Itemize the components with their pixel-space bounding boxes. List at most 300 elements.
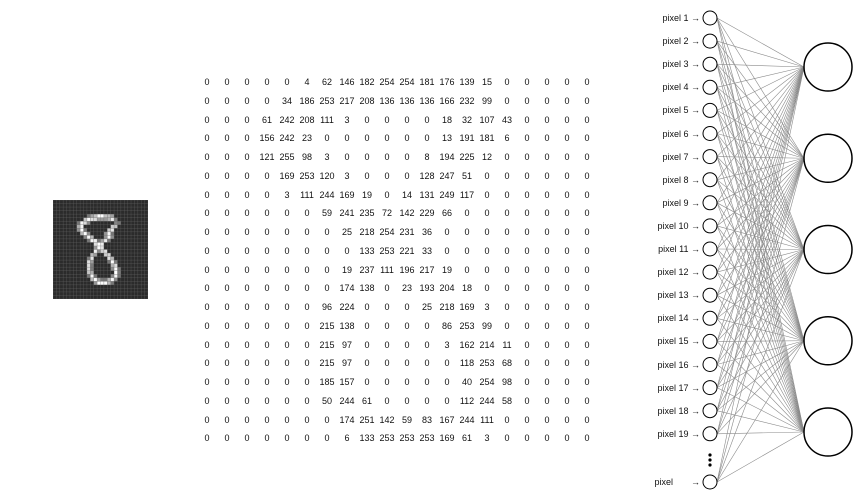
matrix-cell: 0 — [364, 339, 370, 350]
input-node — [703, 404, 717, 418]
matrix-cell: 0 — [324, 283, 330, 294]
matrix-cell: 0 — [524, 114, 530, 125]
matrix-cell: 0 — [524, 245, 530, 256]
matrix-cell: 0 — [404, 114, 410, 125]
hidden-node — [804, 134, 852, 182]
matrix-cell: 0 — [224, 377, 230, 387]
matrix-cell: 0 — [444, 358, 450, 369]
matrix-cell: 0 — [484, 245, 490, 256]
matrix-cell: 0 — [344, 133, 350, 144]
matrix-cell: 0 — [304, 283, 310, 294]
matrix-cell: 61 — [361, 395, 372, 406]
matrix-cell: 0 — [324, 133, 330, 144]
matrix-cell: 0 — [564, 433, 570, 444]
matrix-cell: 0 — [524, 414, 530, 425]
matrix-cell: 8 — [424, 152, 430, 162]
matrix-cell: 0 — [264, 283, 270, 294]
matrix-cell: 0 — [324, 227, 330, 237]
matrix-cell: 0 — [564, 358, 570, 369]
matrix-cell: 120 — [319, 170, 335, 181]
matrix-cell: 255 — [279, 152, 295, 162]
matrix-cell: 0 — [204, 339, 210, 350]
matrix-cell: 0 — [364, 114, 370, 125]
matrix-cell: 0 — [244, 133, 250, 144]
matrix-cell: 0 — [244, 77, 250, 87]
matrix-cell: 0 — [284, 377, 290, 387]
matrix-cell: 0 — [264, 339, 270, 350]
matrix-cell: 0 — [564, 377, 570, 387]
input-node — [703, 288, 717, 302]
matrix-cell: 0 — [504, 264, 510, 275]
matrix-cell: 244 — [459, 414, 475, 425]
matrix-cell: 0 — [264, 245, 270, 256]
matrix-cell: 0 — [204, 77, 210, 87]
matrix-cell: 33 — [421, 245, 432, 256]
matrix-cell: 0 — [224, 320, 230, 331]
matrix-cell: 3 — [484, 433, 490, 444]
matrix-cell: 0 — [224, 170, 230, 181]
matrix-cell: 169 — [439, 433, 455, 444]
matrix-cell: 0 — [224, 414, 230, 425]
matrix-cell: 0 — [524, 264, 530, 275]
matrix-cell: 111 — [320, 114, 334, 125]
matrix-cell: 0 — [264, 414, 270, 425]
connection-edge — [717, 67, 804, 388]
matrix-cell: 254 — [479, 377, 495, 387]
matrix-cell: 249 — [439, 189, 455, 200]
matrix-cell: 142 — [399, 208, 415, 219]
matrix-cell: 0 — [504, 152, 510, 162]
matrix-cell: 0 — [484, 208, 490, 219]
matrix-cell: 242 — [279, 133, 295, 144]
input-node-label: pixel 3 → — [662, 59, 700, 70]
matrix-cell: 0 — [484, 264, 490, 275]
matrix-cell: 0 — [584, 283, 590, 294]
input-node-label: pixel 10 → — [657, 220, 700, 231]
matrix-cell: 128 — [419, 170, 435, 181]
matrix-cell: 217 — [419, 264, 435, 275]
matrix-cell: 0 — [284, 302, 290, 312]
matrix-cell: 0 — [364, 302, 370, 312]
matrix-cell: 0 — [564, 264, 570, 275]
matrix-cell: 169 — [459, 302, 475, 312]
matrix-cell: 0 — [224, 227, 230, 237]
matrix-cell: 174 — [339, 414, 355, 425]
matrix-cell: 0 — [424, 377, 430, 387]
matrix-cell: 0 — [504, 283, 510, 294]
matrix-cell: 0 — [484, 227, 490, 237]
matrix-cell: 182 — [359, 77, 375, 87]
matrix-cell: 0 — [204, 189, 210, 200]
matrix-cell: 0 — [524, 170, 530, 181]
matrix-cell: 0 — [284, 358, 290, 369]
matrix-cell: 0 — [564, 208, 570, 219]
matrix-cell: 3 — [324, 152, 330, 162]
matrix-cell: 0 — [444, 377, 450, 387]
matrix-cell: 0 — [264, 358, 270, 369]
input-node-label: pixel 9 → — [662, 197, 700, 208]
matrix-cell: 96 — [321, 302, 332, 312]
matrix-cell: 0 — [264, 395, 270, 406]
matrix-cell: 0 — [424, 320, 430, 331]
matrix-cell: 0 — [324, 433, 330, 444]
matrix-cell: 98 — [501, 377, 512, 387]
matrix-cell: 253 — [299, 170, 315, 181]
connection-edge — [717, 318, 804, 432]
matrix-cell: 0 — [544, 302, 550, 312]
matrix-cell: 208 — [359, 95, 375, 106]
matrix-cell: 0 — [524, 320, 530, 331]
matrix-cell: 0 — [364, 170, 370, 181]
connection-edge — [717, 41, 804, 67]
matrix-cell: 0 — [544, 377, 550, 387]
matrix-cell: 0 — [584, 358, 590, 369]
matrix-cell: 157 — [339, 377, 355, 387]
matrix-cell: 0 — [244, 227, 250, 237]
matrix-cell: 0 — [584, 395, 590, 406]
matrix-cell: 0 — [564, 227, 570, 237]
matrix-cell: 136 — [379, 95, 395, 106]
matrix-cell: 0 — [584, 245, 590, 256]
matrix-cell: 242 — [279, 114, 295, 125]
matrix-cell: 0 — [564, 302, 570, 312]
matrix-cell: 0 — [284, 77, 290, 87]
matrix-cell: 0 — [204, 95, 210, 106]
matrix-cell: 0 — [244, 339, 250, 350]
matrix-cell: 111 — [300, 189, 314, 200]
matrix-cell: 0 — [204, 395, 210, 406]
matrix-cell: 0 — [504, 320, 510, 331]
matrix-cell: 0 — [504, 245, 510, 256]
matrix-cell: 59 — [321, 208, 332, 219]
matrix-cell: 0 — [404, 133, 410, 144]
matrix-cell: 0 — [384, 358, 390, 369]
matrix-cell: 0 — [244, 377, 250, 387]
matrix-cell: 0 — [264, 433, 270, 444]
matrix-cell: 0 — [344, 152, 350, 162]
matrix-cell: 229 — [419, 208, 435, 219]
input-node — [703, 127, 717, 141]
matrix-cell: 194 — [439, 152, 455, 162]
matrix-cell: 0 — [324, 414, 330, 425]
connection-edge — [717, 203, 804, 250]
matrix-cell: 215 — [319, 339, 335, 350]
matrix-cell: 0 — [524, 358, 530, 369]
matrix-cell: 0 — [224, 395, 230, 406]
matrix-cell: 0 — [224, 302, 230, 312]
matrix-cell: 112 — [459, 395, 475, 406]
matrix-cell: 0 — [204, 152, 210, 162]
matrix-cell: 138 — [359, 283, 375, 294]
matrix-cell: 253 — [479, 358, 495, 369]
matrix-cell: 61 — [461, 433, 472, 444]
matrix-cell: 232 — [459, 95, 475, 106]
matrix-cell: 0 — [384, 339, 390, 350]
matrix-cell: 0 — [324, 245, 330, 256]
matrix-cell: 58 — [501, 395, 512, 406]
matrix-cell: 0 — [404, 302, 410, 312]
matrix-cell: 181 — [419, 77, 435, 87]
matrix-cell: 0 — [564, 395, 570, 406]
matrix-cell: 0 — [224, 264, 230, 275]
matrix-cell: 0 — [384, 377, 390, 387]
matrix-cell: 19 — [361, 189, 372, 200]
input-node-label: pixel 15 → — [657, 336, 700, 347]
matrix-cell: 0 — [484, 283, 490, 294]
matrix-cell: 0 — [244, 245, 250, 256]
input-node — [703, 265, 717, 279]
matrix-cell: 0 — [524, 302, 530, 312]
matrix-cell: 0 — [224, 339, 230, 350]
matrix-cell: 0 — [264, 302, 270, 312]
matrix-cell: 237 — [359, 264, 375, 275]
matrix-cell: 0 — [544, 77, 550, 87]
matrix-cell: 0 — [244, 264, 250, 275]
matrix-cell: 0 — [564, 414, 570, 425]
matrix-cell: 0 — [544, 395, 550, 406]
matrix-cell: 0 — [364, 133, 370, 144]
matrix-cell: 0 — [404, 170, 410, 181]
input-node — [703, 219, 717, 233]
matrix-cell: 0 — [364, 358, 370, 369]
ellipsis-dot — [708, 453, 711, 456]
matrix-cell: 0 — [544, 152, 550, 162]
input-node — [703, 242, 717, 256]
matrix-cell: 117 — [459, 189, 475, 200]
input-node — [703, 150, 717, 164]
hidden-node — [804, 408, 852, 456]
matrix-cell: 0 — [244, 414, 250, 425]
matrix-cell: 133 — [359, 433, 375, 444]
matrix-cell: 0 — [544, 283, 550, 294]
connection-edge — [717, 411, 804, 432]
matrix-cell: 0 — [564, 189, 570, 200]
connection-edge — [717, 157, 804, 341]
matrix-cell: 0 — [524, 227, 530, 237]
matrix-cell: 0 — [284, 433, 290, 444]
matrix-cell: 218 — [359, 227, 375, 237]
matrix-cell: 186 — [299, 95, 315, 106]
input-node-label: pixel 2 → — [662, 36, 700, 47]
matrix-cell: 136 — [419, 95, 435, 106]
matrix-cell: 0 — [224, 245, 230, 256]
matrix-cell: 0 — [244, 433, 250, 444]
matrix-cell: 0 — [464, 227, 470, 237]
matrix-cell: 86 — [441, 320, 452, 331]
matrix-cell: 0 — [404, 395, 410, 406]
matrix-cell: 0 — [264, 208, 270, 219]
matrix-cell: 0 — [304, 264, 310, 275]
matrix-cell: 138 — [339, 320, 355, 331]
matrix-cell: 0 — [304, 377, 310, 387]
matrix-cell: 0 — [244, 320, 250, 331]
matrix-cell: 0 — [584, 133, 590, 144]
matrix-cell: 0 — [224, 189, 230, 200]
matrix-cell: 0 — [304, 339, 310, 350]
input-node-label: pixel 1 → — [662, 13, 700, 23]
matrix-cell: 169 — [339, 189, 355, 200]
matrix-cell: 218 — [439, 302, 455, 312]
matrix-cell: 0 — [504, 414, 510, 425]
matrix-cell: 0 — [584, 377, 590, 387]
matrix-cell: 0 — [204, 377, 210, 387]
matrix-cell: 3 — [484, 302, 490, 312]
matrix-cell: 0 — [384, 133, 390, 144]
matrix-cell: 3 — [284, 189, 290, 200]
matrix-cell: 0 — [204, 170, 210, 181]
input-node — [703, 427, 717, 441]
matrix-cell: 0 — [484, 189, 490, 200]
matrix-cell: 0 — [224, 152, 230, 162]
matrix-cell: 0 — [304, 414, 310, 425]
matrix-cell: 131 — [419, 189, 435, 200]
matrix-cell: 0 — [464, 245, 470, 256]
matrix-cell: 0 — [424, 133, 430, 144]
matrix-cell: 99 — [481, 95, 492, 106]
matrix-cell: 0 — [264, 227, 270, 237]
matrix-cell: 0 — [244, 208, 250, 219]
matrix-cell: 18 — [461, 283, 472, 294]
matrix-cell: 0 — [264, 264, 270, 275]
network-edges — [717, 18, 804, 482]
matrix-cell: 0 — [504, 95, 510, 106]
matrix-cell: 118 — [459, 358, 475, 369]
matrix-cell: 0 — [404, 152, 410, 162]
matrix-cell: 13 — [441, 133, 452, 144]
input-node-label: pixel → — [654, 477, 700, 487]
matrix-cell: 0 — [304, 245, 310, 256]
matrix-cell: 217 — [339, 95, 355, 106]
matrix-cell: 0 — [504, 170, 510, 181]
matrix-cell: 111 — [480, 414, 494, 425]
matrix-cell: 50 — [321, 395, 332, 406]
matrix-cell: 0 — [384, 395, 390, 406]
matrix-cell: 40 — [461, 377, 472, 387]
matrix-cell: 72 — [381, 208, 392, 219]
matrix-cell: 23 — [301, 133, 312, 144]
input-node — [703, 57, 717, 71]
matrix-cell: 4 — [304, 77, 310, 87]
matrix-cell: 0 — [244, 170, 250, 181]
connection-edge — [717, 432, 804, 482]
matrix-cell: 253 — [379, 433, 395, 444]
matrix-cell: 0 — [504, 302, 510, 312]
connection-edge — [717, 18, 804, 67]
matrix-cell: 0 — [244, 283, 250, 294]
matrix-cell: 0 — [584, 339, 590, 350]
matrix-cell: 0 — [284, 227, 290, 237]
matrix-cell: 0 — [444, 245, 450, 256]
matrix-cell: 253 — [459, 320, 475, 331]
hidden-node — [804, 226, 852, 274]
matrix-cell: 107 — [479, 114, 495, 125]
matrix-cell: 0 — [284, 414, 290, 425]
matrix-cell: 0 — [384, 189, 390, 200]
matrix-cell: 0 — [564, 245, 570, 256]
matrix-cell: 0 — [204, 414, 210, 425]
matrix-cell: 12 — [481, 152, 492, 162]
matrix-cell: 0 — [544, 208, 550, 219]
matrix-cell: 231 — [399, 227, 415, 237]
matrix-cell: 0 — [244, 152, 250, 162]
matrix-cell: 0 — [304, 208, 310, 219]
input-node — [703, 34, 717, 48]
matrix-cell: 0 — [524, 152, 530, 162]
matrix-cell: 0 — [384, 114, 390, 125]
input-node-label: pixel 7 → — [662, 151, 700, 162]
matrix-cell: 99 — [481, 320, 492, 331]
matrix-cell: 0 — [444, 395, 450, 406]
matrix-cell: 0 — [264, 170, 270, 181]
matrix-cell: 0 — [504, 227, 510, 237]
matrix-cell: 3 — [344, 170, 350, 181]
matrix-cell: 0 — [304, 227, 310, 237]
matrix-cell: 0 — [564, 170, 570, 181]
matrix-cell: 208 — [299, 114, 315, 125]
matrix-cell: 0 — [204, 358, 210, 369]
matrix-cell: 254 — [379, 227, 395, 237]
matrix-cell: 0 — [204, 114, 210, 125]
matrix-cell: 0 — [584, 114, 590, 125]
matrix-cell: 0 — [584, 152, 590, 162]
input-node-label: pixel 4 → — [662, 82, 700, 93]
matrix-cell: 0 — [264, 320, 270, 331]
matrix-cell: 0 — [244, 114, 250, 125]
input-node — [703, 196, 717, 210]
matrix-cell: 0 — [204, 264, 210, 275]
matrix-cell: 0 — [524, 283, 530, 294]
matrix-cell: 0 — [504, 77, 510, 87]
matrix-cell: 0 — [464, 264, 470, 275]
matrix-cell: 0 — [204, 320, 210, 331]
matrix-cell: 0 — [404, 339, 410, 350]
matrix-cell: 0 — [284, 339, 290, 350]
matrix-cell: 0 — [324, 264, 330, 275]
matrix-cell: 169 — [279, 170, 295, 181]
matrix-cell: 0 — [484, 170, 490, 181]
matrix-cell: 6 — [344, 433, 350, 444]
matrix-cell: 66 — [441, 208, 452, 219]
matrix-cell: 0 — [264, 189, 270, 200]
matrix-cell: 0 — [544, 358, 550, 369]
matrix-cell: 0 — [544, 95, 550, 106]
input-node — [703, 103, 717, 117]
matrix-cell: 6 — [504, 133, 510, 144]
matrix-cell: 19 — [441, 264, 452, 275]
input-node-label: pixel 16 → — [657, 359, 700, 370]
matrix-cell: 162 — [459, 339, 475, 350]
matrix-cell: 0 — [224, 208, 230, 219]
matrix-cell: 61 — [261, 114, 272, 125]
matrix-cell: 0 — [284, 208, 290, 219]
matrix-cell: 0 — [584, 95, 590, 106]
matrix-cell: 0 — [564, 133, 570, 144]
matrix-cell: 18 — [441, 114, 452, 125]
matrix-cell: 0 — [584, 320, 590, 331]
matrix-cell: 253 — [419, 433, 435, 444]
matrix-cell: 146 — [339, 77, 355, 87]
matrix-cell: 25 — [341, 227, 352, 237]
matrix-cell: 0 — [204, 227, 210, 237]
matrix-cell: 111 — [380, 264, 394, 275]
matrix-cell: 0 — [224, 358, 230, 369]
input-node-label: pixel 12 → — [657, 267, 700, 278]
input-node — [703, 475, 717, 489]
matrix-cell: 0 — [244, 95, 250, 106]
matrix-cell: 0 — [504, 433, 510, 444]
input-node — [703, 173, 717, 187]
matrix-cell: 241 — [339, 208, 355, 219]
